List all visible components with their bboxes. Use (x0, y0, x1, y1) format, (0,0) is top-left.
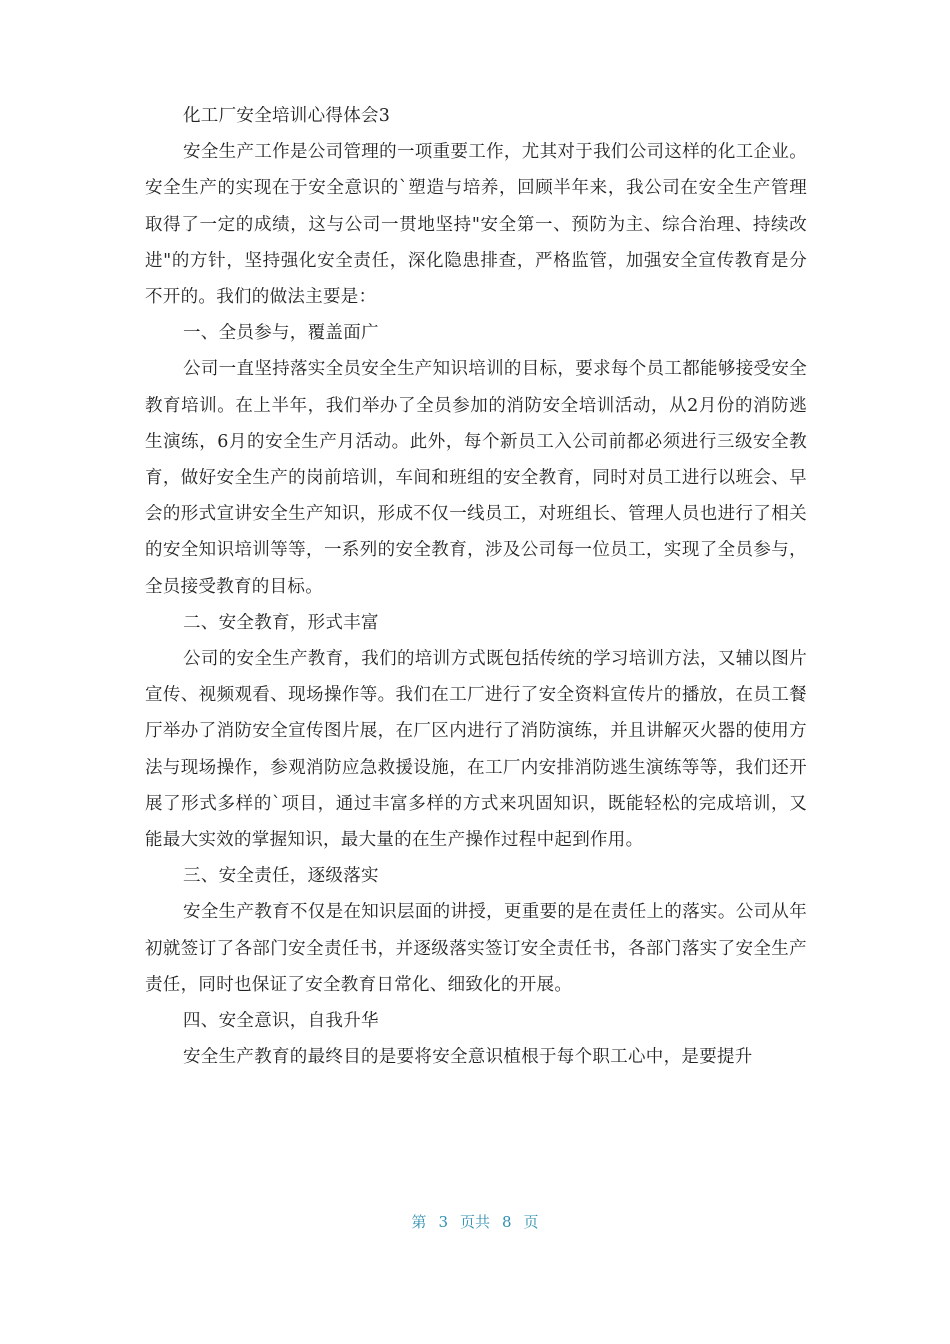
footer-prefix: 第 (411, 1213, 427, 1231)
section-heading-3: 三、安全责任，逐级落实 (183, 866, 379, 887)
section-heading-2: 二、安全教育，形式丰富 (183, 612, 379, 633)
paragraph-section-1: 公司一直坚持落实全员安全生产知识培训的目标，要求每个员工都能够接受安全教育培训。在上半年，我们举办了全员参加的消防安全培训活动，从2月份的消防逃生演练，6月的安全生产月活动。此外，每个新员工入公司前都必须进行三级安全教育，做好安全生产的岗前培训，车间和班组的安全教育，同时对员工进行以班会、早会的形式宣讲安全生产知识，形成不仅一线员工，对班组长、管理人员也进行了相关的安全知识培训等等，一系列的安全教育，涉及公司每一位员工，实现了全员参与，全员接受教育的目标。 (145, 359, 807, 597)
footer-middle: 页共 (459, 1213, 490, 1231)
section-heading-4: 四、安全意识，自我升华 (183, 1011, 379, 1032)
paragraph-section-3: 安全生产教育不仅是在知识层面的讲授，更重要的是在责任上的落实。公司从年初就签订了各部门安全责任书，并逐级落实签订安全责任书，各部门落实了安全生产责任，同时也保证了安全教育日常化、细致化的开展。 (145, 902, 807, 995)
document-body (145, 98, 807, 1075)
paragraph-section-2: 公司的安全生产教育，我们的培训方式既包括传统的学习培训方法，又辅以图片宣传、视频观看、现场操作等。我们在工厂进行了安全资料宣传片的播放，在员工餐厅举办了消防安全宣传图片展，在厂区内进行了消防演练，并且讲解灭火器的使用方法与现场操作，参观消防应急救援设施，在工厂内安排消防逃生演练等等，我们还开展了形式多样的`项目，通过丰富多样的方式来巩固知识，既能轻松的完成培训，又能最大实效的掌握知识，最大量的在生产操作过程中起到作用。 (145, 649, 807, 851)
footer-suffix: 页 (523, 1213, 539, 1231)
section-heading-1: 一、全员参与，覆盖面广 (183, 323, 379, 344)
page-footer (0, 1211, 950, 1232)
paragraph-intro: 安全生产工作是公司管理的一项重要工作，尤其对于我们公司这样的化工企业。安全生产的实现在于安全意识的`塑造与培养，回顾半年来，我公司在安全生产管理取得了一定的成绩，这与公司一贯地坚持"安全第一、预防为主、综合治理、持续改进"的方针，坚持强化安全责任，深化隐患排查，严格监管，加强安全宣传教育是分不开的。我们的做法主要是： (145, 142, 807, 308)
paragraph-section-4: 安全生产教育的最终目的是要将安全意识植根于每个职工心中，是要提升 (183, 1047, 753, 1068)
footer-current-page: 3 (438, 1213, 448, 1231)
document-title: 化工厂安全培训心得体会3 (183, 106, 391, 126)
footer-total-pages: 8 (502, 1213, 512, 1231)
